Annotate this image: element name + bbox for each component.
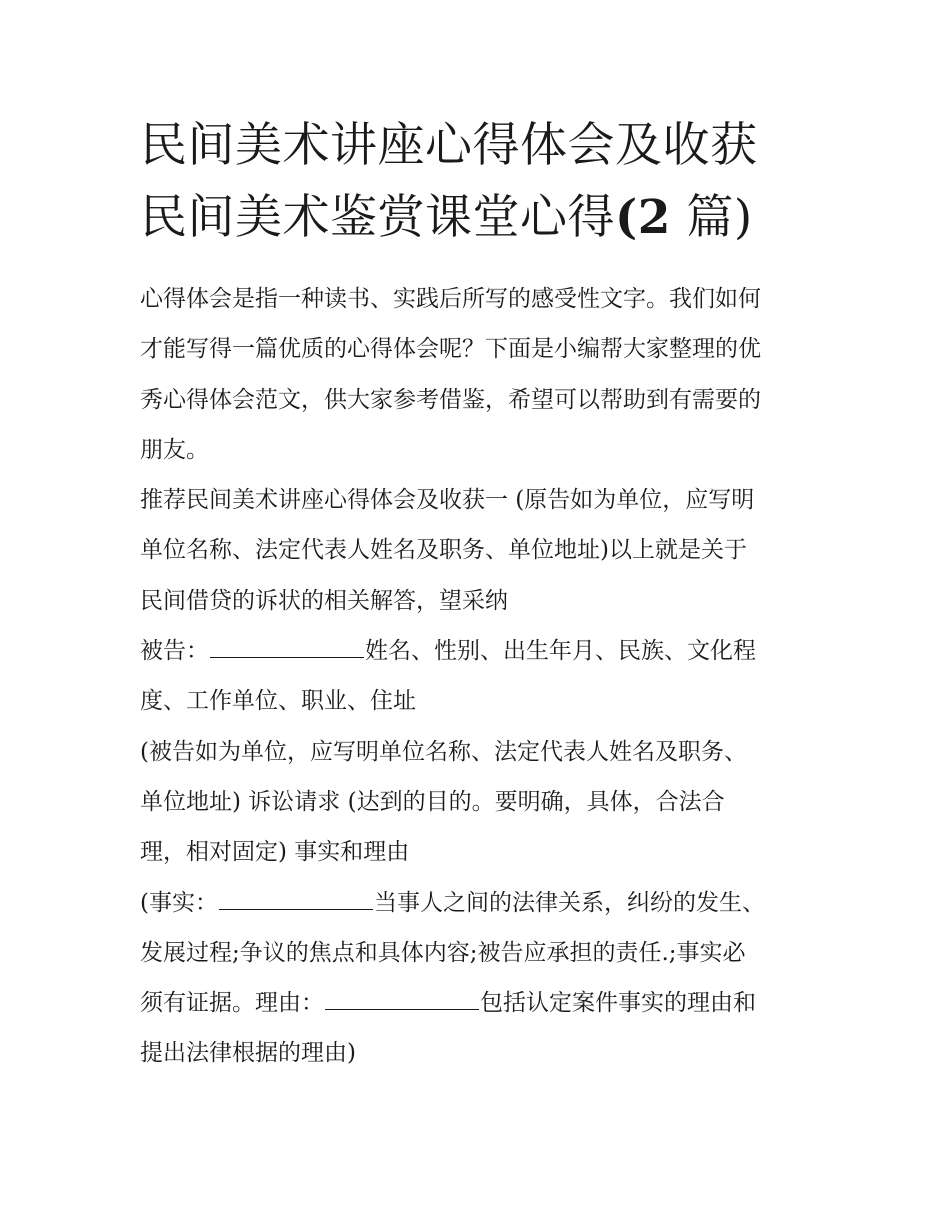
facts-line-4: 提出法律根据的理由) xyxy=(140,1040,356,1067)
document-page xyxy=(140,110,820,1079)
title-count-suffix: 篇) xyxy=(686,190,753,245)
title-line-1: 民间美术讲座心得体会及收获 xyxy=(140,118,758,173)
document-body xyxy=(140,274,820,1079)
intro-line: 心得体会是指一种读书、实践后所写的感受性文字。我们如何 xyxy=(140,286,761,312)
title-count: (2 xyxy=(615,190,671,245)
defendant-line xyxy=(140,626,820,676)
reason-text: 包括认定案件事实的理由和 xyxy=(480,990,756,1017)
paragraph-line: 民间借贷的诉状的相关解答，望采纳 xyxy=(140,587,508,614)
paragraph-line: 理，相对固定) 事实和理由 xyxy=(140,839,410,866)
facts-text: 当事人之间的法律关系，纠纷的发生、 xyxy=(373,889,765,916)
facts-line xyxy=(140,878,820,928)
defendant-line-2: 度、工作单位、职业、住址 xyxy=(140,688,416,715)
facts-line-3 xyxy=(140,978,820,1028)
paragraph-line: 单位地址) 诉讼请求 (达到的目的。要明确，具体，合法合 xyxy=(140,788,725,815)
reason-blank xyxy=(325,987,479,1010)
intro-line: 秀心得体会范文，供大家参考借鉴，希望可以帮助到有需要的 xyxy=(140,386,761,413)
paragraph-line: 推荐民间美术讲座心得体会及收获一 (原告如为单位，应写明 xyxy=(140,487,755,514)
facts-blank xyxy=(219,887,373,910)
title-line-2-text: 民间美术鉴赏课堂心得 xyxy=(140,190,615,245)
paragraph-line: (被告如为单位，应写明单位名称、法定代表人姓名及职务、 xyxy=(140,738,747,765)
facts-label: (事实： xyxy=(140,889,218,916)
defendant-text: 姓名、性别、出生年月、民族、文化程 xyxy=(365,638,756,665)
facts-line-2: 发展过程;争议的焦点和具体内容;被告应承担的责任.;事实必 xyxy=(140,939,746,966)
intro-line: 才能写得一篇优质的心得体会呢？下面是小编帮大家整理的优 xyxy=(140,336,761,363)
defendant-blank xyxy=(210,635,364,658)
defendant-label: 被告： xyxy=(140,638,209,665)
intro-line: 朋友。 xyxy=(140,436,209,463)
reason-label: 须有证据。理由： xyxy=(140,990,324,1017)
title-line-2 xyxy=(140,182,820,254)
paragraph-line: 单位名称、法定代表人姓名及职务、单位地址)以上就是关于 xyxy=(140,537,747,564)
